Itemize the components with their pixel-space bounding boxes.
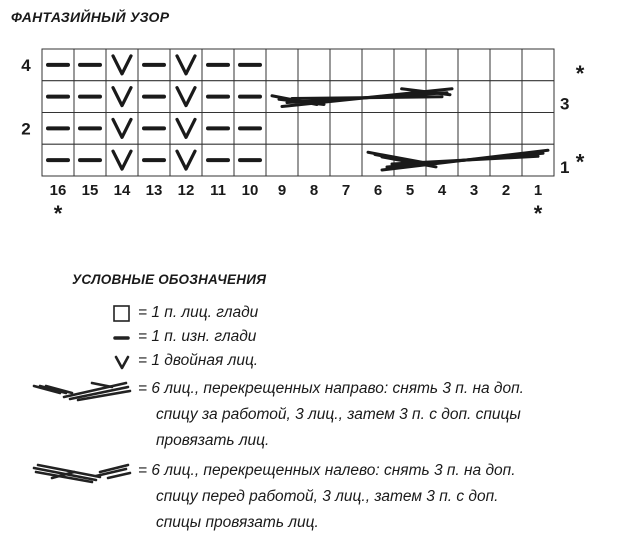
chart-cell xyxy=(266,144,298,176)
chart-cell xyxy=(426,49,458,81)
legend-text: спицы провязать лиц. xyxy=(156,514,319,531)
column-number: 16 xyxy=(49,182,67,199)
legend-text: провязать лиц. xyxy=(156,432,270,449)
page-title: ФАНТАЗИЙНЫЙ УЗОР xyxy=(11,9,170,25)
column-number: 1 xyxy=(533,182,543,199)
chart-cell xyxy=(522,113,554,145)
column-number: 5 xyxy=(405,182,415,199)
cable-strand xyxy=(292,97,442,99)
row-number: 2 xyxy=(21,119,31,139)
chart-cell xyxy=(266,113,298,145)
legend-text: спицу перед работой, 3 лиц., затем 3 п. с доп. xyxy=(156,488,499,505)
chart-cell xyxy=(490,144,522,176)
chart-cell xyxy=(458,81,490,113)
repeat-star: * xyxy=(533,201,543,226)
chart-cell xyxy=(170,113,202,145)
column-number: 4 xyxy=(437,182,447,199)
column-number: 12 xyxy=(177,182,195,199)
column-number: 10 xyxy=(241,182,259,199)
row-number: 3 xyxy=(560,94,570,114)
column-number: 9 xyxy=(277,182,287,199)
knitting-chart xyxy=(0,0,640,240)
chart-cell xyxy=(458,113,490,145)
chart-cell xyxy=(330,144,362,176)
chart-cell xyxy=(490,81,522,113)
chart-cell xyxy=(106,81,138,113)
column-number: 6 xyxy=(373,182,383,199)
chart-cell xyxy=(394,113,426,145)
repeat-star: * xyxy=(575,149,585,175)
row-number: 4 xyxy=(21,55,31,75)
legend-title: УСЛОВНЫЕ ОБОЗНАЧЕНИЯ xyxy=(72,272,267,287)
column-number: 14 xyxy=(113,182,131,199)
chart-cell xyxy=(170,81,202,113)
chart-cell xyxy=(298,144,330,176)
column-number: 13 xyxy=(145,182,163,199)
repeat-star: * xyxy=(575,61,585,86)
chart-cell xyxy=(522,49,554,81)
legend-text: спицу за работой, 3 лиц., затем 3 п. с доп. спицы xyxy=(156,406,521,423)
legend-text: = 6 лиц., перекрещенных направо: снять 3 п. на доп. xyxy=(138,380,524,397)
chart-cell xyxy=(522,81,554,113)
chart-cell xyxy=(106,49,138,81)
column-number: 3 xyxy=(469,182,479,199)
chart-cell xyxy=(330,113,362,145)
column-number: 15 xyxy=(81,182,99,199)
chart-cell xyxy=(330,49,362,81)
chart-cell xyxy=(362,49,394,81)
purl-dash-icon xyxy=(112,328,132,348)
chart-cell xyxy=(106,144,138,176)
legend-text: = 1 п. лиц. глади xyxy=(138,304,259,321)
column-number: 8 xyxy=(309,182,319,199)
cable-left-icon xyxy=(30,460,134,484)
chart-cell xyxy=(170,144,202,176)
chart-cell xyxy=(298,49,330,81)
chart-cell xyxy=(490,49,522,81)
chart-cell xyxy=(298,113,330,145)
chart-cell xyxy=(522,144,554,176)
chart-cell xyxy=(426,113,458,145)
column-number: 11 xyxy=(210,182,226,199)
legend-text: = 1 двойная лиц. xyxy=(138,352,259,369)
chart-cell xyxy=(266,49,298,81)
chart-cell xyxy=(458,49,490,81)
column-number: 2 xyxy=(501,182,511,199)
legend-text: = 6 лиц., перекрещенных налево: снять 3 п. на доп. xyxy=(138,462,516,479)
row-number: 1 xyxy=(560,158,570,178)
chart-cell xyxy=(362,144,394,176)
chart-cell xyxy=(362,113,394,145)
knit-square-icon xyxy=(112,304,132,324)
double-knit-v-icon xyxy=(112,352,132,372)
chart-cell xyxy=(170,49,202,81)
repeat-star: * xyxy=(53,201,63,226)
chart-cell xyxy=(394,49,426,81)
chart-cell xyxy=(490,113,522,145)
chart-cell xyxy=(106,113,138,145)
column-number: 7 xyxy=(341,182,351,199)
cable-right-icon xyxy=(30,378,134,402)
legend-text: = 1 п. изн. глади xyxy=(138,328,257,345)
